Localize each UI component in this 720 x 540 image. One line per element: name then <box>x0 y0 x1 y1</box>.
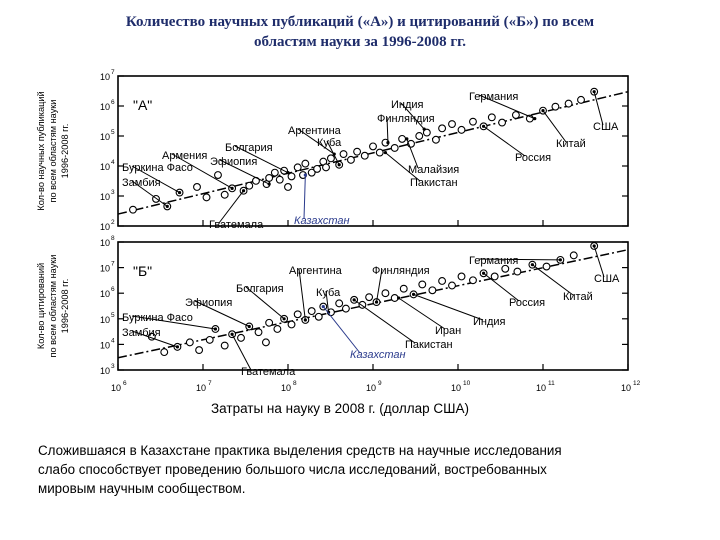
data-point <box>376 149 383 156</box>
annotation-label: Армения <box>162 150 208 162</box>
data-point <box>328 155 335 162</box>
annotation-label: Россия <box>509 297 546 309</box>
data-point <box>565 100 572 107</box>
annotation-label: Гватемала <box>241 366 296 378</box>
annotation-dot <box>178 191 181 194</box>
annotation-label: Аргентина <box>288 125 341 137</box>
y-tick-exponent: 6 <box>111 99 115 106</box>
caption-line-3: мировым научным сообществом. <box>38 481 246 496</box>
caption <box>38 441 688 498</box>
annotation-dot <box>231 187 234 190</box>
y-tick-label: 10 <box>99 314 110 325</box>
data-point <box>499 119 506 126</box>
data-point <box>221 191 228 198</box>
data-point <box>491 273 498 280</box>
y-tick-label: 10 <box>99 289 110 300</box>
data-point <box>458 273 465 280</box>
y-axis-label: Кол-во научных публикаций <box>36 91 46 211</box>
caption-line-2: слабо способствует проведению большого числа исследований, востребованных <box>38 462 547 477</box>
data-point <box>288 173 295 180</box>
data-point <box>206 336 213 343</box>
data-point <box>470 118 477 125</box>
y-axis-label: 1996-2008 гг. <box>60 278 70 334</box>
panel-label: "А" <box>133 97 153 113</box>
data-point <box>294 164 301 171</box>
data-point <box>314 166 321 173</box>
annotation-dot <box>338 163 341 166</box>
y-tick-exponent: 5 <box>111 129 115 136</box>
title-line-2: областям науки за 1996-2008 гг. <box>253 34 467 50</box>
annotation-label: Эфиопия <box>185 297 233 309</box>
annotation-dot <box>533 117 536 120</box>
annotation-dot <box>283 317 286 320</box>
data-point <box>238 334 245 341</box>
annotation-leader <box>323 307 360 353</box>
y-tick-exponent: 6 <box>111 286 115 294</box>
annotation-label: Замбия <box>122 177 161 189</box>
caption-line-1: Сложившаяся в Казахстане практика выделения средств на научные исследования <box>38 443 562 458</box>
data-point <box>336 300 343 307</box>
annotation-label: Финляндия <box>377 113 435 125</box>
annotation-dot <box>386 141 389 144</box>
annotation-label: Гватемала <box>209 219 264 231</box>
panel-label: "Б" <box>133 263 153 279</box>
data-point <box>458 126 465 133</box>
annotation-label: Пакистан <box>410 177 458 189</box>
y-axis-label: Кол-во цитирований <box>36 262 46 350</box>
data-point <box>203 194 210 201</box>
annotation-label: Куба <box>316 287 341 299</box>
data-point <box>433 136 440 143</box>
y-tick-label: 10 <box>99 162 110 172</box>
x-tick-label: 10 <box>280 383 292 393</box>
annotation-label: Замбия <box>122 327 161 339</box>
annotation-label: Иран <box>435 325 462 337</box>
y-tick-label: 10 <box>99 102 110 112</box>
annotation-dot <box>593 244 596 247</box>
annotation-dot <box>593 90 596 93</box>
y-tick-exponent: 3 <box>111 363 115 370</box>
data-point <box>161 349 168 356</box>
title-line-1: Количество научных публикаций («А») и цитирований («Б») по всем <box>125 14 595 30</box>
annotation-dot <box>304 318 307 321</box>
annotation-label: Германия <box>469 255 519 267</box>
data-point <box>514 268 521 275</box>
annotation-label: Индия <box>473 316 506 328</box>
annotation-dot <box>375 300 378 303</box>
annotation-dot <box>248 325 251 328</box>
x-tick-label: 10 <box>535 383 547 393</box>
data-point <box>130 206 137 213</box>
data-point <box>196 347 203 354</box>
x-axis-label: Затраты на науку в 2008 г. (доллар США) <box>211 401 469 416</box>
y-tick-exponent: 2 <box>111 219 115 226</box>
x-tick-label: 10 <box>195 383 207 393</box>
annotation-label: Буркина Фасо <box>122 162 193 174</box>
annotation-label: Болгария <box>236 283 284 295</box>
data-point <box>288 321 295 328</box>
annotation-label: Казахстан <box>294 215 350 227</box>
annotation-dot <box>559 258 562 261</box>
annotation-dot <box>541 109 544 112</box>
data-point <box>194 184 201 191</box>
x-tick-exponent: 10 <box>463 380 471 387</box>
annotation-label: Индия <box>391 99 424 111</box>
y-axis-label: по всем областям науки <box>48 254 58 358</box>
annotation-label: США <box>594 273 620 285</box>
data-point <box>439 278 446 285</box>
data-point <box>449 282 456 289</box>
annotation-dot <box>482 272 485 275</box>
y-tick-exponent: 4 <box>111 337 115 345</box>
y-tick-exponent: 8 <box>111 235 115 242</box>
y-tick-label: 10 <box>99 192 110 202</box>
annotation-label: Болгария <box>225 142 273 154</box>
data-point <box>276 176 283 183</box>
data-point <box>488 114 495 121</box>
annotation-label: Эфиопия <box>210 156 258 168</box>
data-point <box>578 96 585 103</box>
y-tick-label: 10 <box>99 238 110 248</box>
data-point <box>308 308 315 315</box>
data-point <box>221 342 228 349</box>
data-point <box>416 133 423 140</box>
data-point <box>266 319 273 326</box>
data-point <box>271 169 278 176</box>
data-point <box>470 277 477 284</box>
annotation-dot <box>304 173 307 176</box>
annotation-label: Германия <box>469 91 519 103</box>
annotation-leader <box>304 175 305 219</box>
y-tick-label: 10 <box>99 263 110 274</box>
x-tick-exponent: 12 <box>633 380 641 387</box>
annotation-dot <box>242 189 245 192</box>
y-tick-label: 10 <box>99 72 110 82</box>
annotation-label: Куба <box>317 137 342 149</box>
y-tick-exponent: 4 <box>111 159 115 166</box>
data-point <box>513 112 520 119</box>
data-point <box>361 152 368 159</box>
y-tick-label: 10 <box>99 366 110 376</box>
x-tick-exponent: 11 <box>548 380 555 387</box>
annotation-dot <box>384 151 387 154</box>
data-point <box>323 164 330 171</box>
data-point <box>274 326 281 333</box>
annotation-label: Малайзия <box>408 164 460 176</box>
annotation-dot <box>166 205 169 208</box>
y-tick-label: 10 <box>99 132 110 142</box>
annotation-leader <box>594 92 603 125</box>
data-point <box>255 329 262 336</box>
annotation-label: Буркина Фасо <box>122 312 193 324</box>
data-point <box>285 184 292 191</box>
data-point <box>266 175 273 182</box>
data-point <box>552 103 559 110</box>
data-point <box>343 305 350 312</box>
annotation-label: Россия <box>515 152 552 164</box>
annotation-label: Пакистан <box>405 339 453 351</box>
y-tick-exponent: 7 <box>111 260 115 268</box>
data-point <box>543 263 550 270</box>
panel-b <box>36 235 628 378</box>
y-axis-label: 1996-2008 гг. <box>60 123 70 179</box>
annotation-label: Китай <box>563 291 593 303</box>
x-tick-label: 10 <box>620 383 632 393</box>
y-tick-label: 10 <box>99 222 110 232</box>
annotation-dot <box>423 127 426 130</box>
annotation-dot <box>322 305 325 308</box>
annotation-label: Аргентина <box>289 265 342 277</box>
y-tick-exponent: 7 <box>111 69 115 76</box>
annotation-label: Китай <box>556 138 586 150</box>
data-point <box>419 281 426 288</box>
data-point <box>186 339 193 346</box>
annotation-dot <box>268 182 271 185</box>
annotation-dot <box>353 298 356 301</box>
annotation-dot <box>412 293 415 296</box>
x-tick-exponent: 6 <box>123 380 127 387</box>
data-point <box>382 290 389 297</box>
data-point <box>263 339 270 346</box>
annotation-dot <box>231 333 234 336</box>
data-point <box>399 136 406 143</box>
annotation-label: США <box>593 121 619 133</box>
data-point <box>391 145 398 152</box>
annotation-dot <box>176 345 179 348</box>
data-point <box>366 294 373 301</box>
annotation-dot <box>482 125 485 128</box>
panel-a <box>36 69 628 232</box>
y-tick-exponent: 5 <box>111 311 115 319</box>
data-point <box>348 156 355 163</box>
data-point <box>215 172 222 179</box>
data-point <box>340 151 347 158</box>
y-tick-exponent: 3 <box>111 189 115 196</box>
data-point <box>302 160 309 167</box>
data-point <box>370 143 377 150</box>
data-point <box>400 285 407 292</box>
annotation-dot <box>397 296 400 299</box>
data-point <box>439 125 446 132</box>
y-axis-label: по всем областям науки <box>48 99 58 203</box>
x-tick-exponent: 7 <box>208 380 212 387</box>
x-tick-label: 10 <box>450 383 462 393</box>
annotation-dot <box>405 137 408 140</box>
data-point <box>570 252 577 259</box>
annotation-dot <box>214 327 217 330</box>
data-point <box>315 313 322 320</box>
annotation-leader <box>354 300 415 343</box>
x-tick-exponent: 9 <box>378 380 382 387</box>
data-point <box>294 311 301 318</box>
y-tick-label: 10 <box>99 340 110 351</box>
x-tick-label: 10 <box>365 383 377 393</box>
annotation-dot <box>286 171 289 174</box>
annotation-label: Казахстан <box>350 349 406 361</box>
annotation-dot <box>531 263 534 266</box>
data-point <box>429 287 436 294</box>
x-tick-label: 10 <box>110 383 122 393</box>
x-tick-exponent: 8 <box>293 380 297 387</box>
data-point <box>354 148 361 155</box>
data-point <box>449 121 456 128</box>
annotation-label: Финляндия <box>372 265 430 277</box>
data-point <box>246 182 253 189</box>
